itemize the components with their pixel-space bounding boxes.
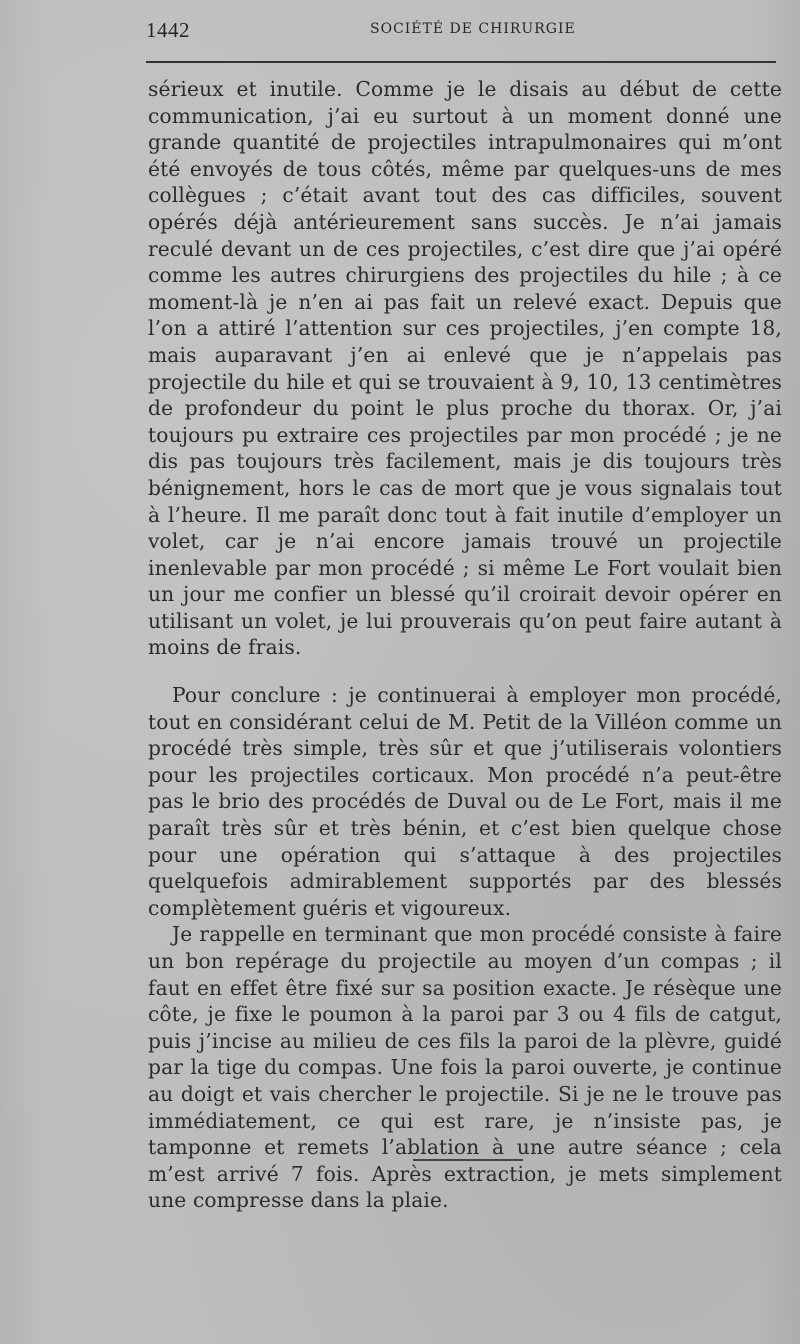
header-rule: [146, 61, 776, 63]
page-header: [146, 18, 778, 44]
paragraph-conclusion: Pour conclure : je continuerai à employer mon procédé, tout en considérant celui de M. Petit de la Villéon comme un procédé très simple, très sûr et que j’utiliserais volontiers pour les projectiles corticaux. Mon procédé n’a peut-être pas le brio des procédés de Duval ou de Le Fort, mais il me paraît très sûr et très bénin, et c’est bien quelque chose pour une opération qui s’attaque à des projectiles quelquefois admirablement supportés par des blessés complètement guéris et vigoureux.: [148, 683, 782, 920]
paragraph-continuation: sérieux et inutile. Comme je le disais au début de cette communication, j’ai eu surtout à un moment donné une grande quantité de projectiles intrapulmonaires qui m’ont été envoyés de tous côtés, même par quelques-uns de mes collègues ; c’était avant tout des cas difficiles, souvent opérés déjà antérieurement sans succès. Je n’ai jamais reculé devant un de ces projectiles, c’est dire que j’ai opéré comme les autres chirurgiens des projectiles du hile ; à ce moment-là je n’en ai pas fait un relevé exact. Depuis que l’on a attiré l’attention sur ces projectiles, j’en compte 18, mais auparavant j’en ai enlevé que je n’appelais pas projectile du hile et qui se trouvaient à 9, 10, 13 centimètres de profondeur du point le plus proche du thorax. Or, j’ai toujours pu extraire ces projectiles par mon procédé ; je ne dis pas toujours très facilement, mais je dis toujours très bénignement, hors le cas de mort que je vous signalais tout à l’heure. Il me paraît donc tout à fait inutile d’employer un volet, car je n’ai encore jamais trouvé un projectile inenlevable par mon procédé ; si même Le Fort voulait bien un jour me confier un blessé qu’il croirait devoir opérer en utilisant un volet, je lui prouverais qu’on peut faire autant à moins de frais.: [148, 77, 782, 660]
paragraph-procedure: Je rappelle en terminant que mon procédé consiste à faire un bon repérage du projectile au moyen d’un compas ; il faut en effet être fixé sur sa position exacte. Je résèque une côte, je fixe le poumon à la paroi par 3 ou 4 fils de catgut, puis j’incise au milieu de ces fils la paroi de la plèvre, guidé par la tige du compas. Une fois la paroi ouverte, je continue au doigt et vais chercher le projectile. Si je ne le trouve pas immédiatement, ce qui est rare, je n’insiste pas, je tamponne et remets l’ablation à une autre séance ; cela m’est arrivé 7 fois. Après extraction, je mets simplement une compresse dans la plaie.: [148, 922, 782, 1213]
end-rule: [413, 1159, 523, 1161]
page-number: 1442: [146, 18, 190, 42]
body-text: [148, 76, 782, 1214]
running-head: SOCIÉTÉ DE CHIRURGIE: [370, 21, 576, 37]
